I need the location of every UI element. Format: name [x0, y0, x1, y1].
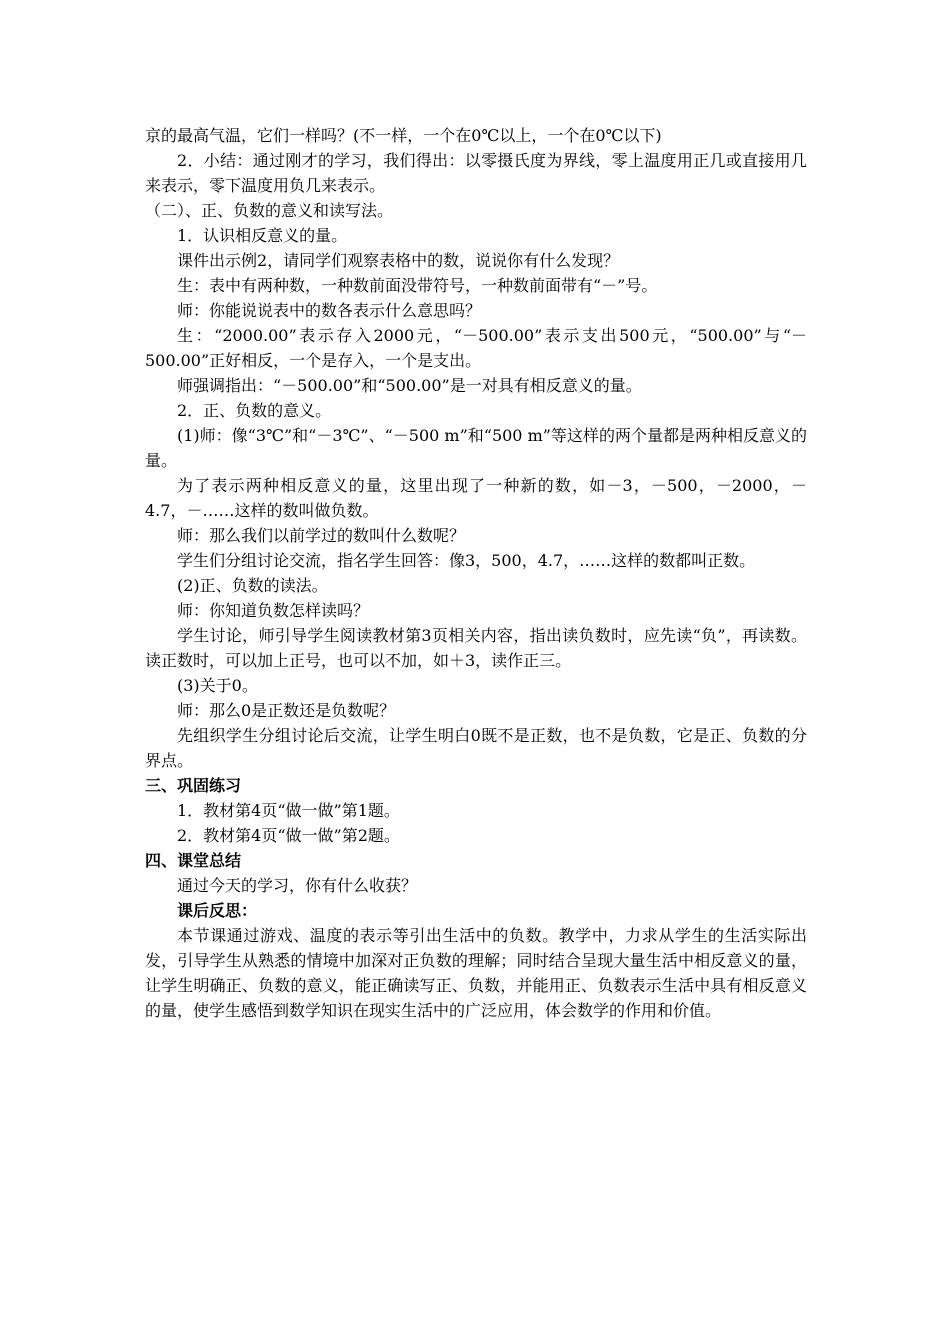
paragraph: (1)师：像“3℃”和“－3℃”、“－500 m”和“500 m”等这样的两个量都是两种相反意义的量。 [145, 426, 807, 470]
section-heading: 四、课堂总结 [145, 851, 242, 870]
paragraph: 2．正、负数的意义。 [177, 401, 332, 420]
paragraph: 生：“2000.00”表示存入2000元，“－500.00”表示支出500元，“500.00”与“－500.00”正好相反，一个是存入，一个是支出。 [145, 326, 807, 370]
paragraph: 为了表示两种相反意义的量，这里出现了一种新的数，如－3，－500，－2000，－4.7，－……这样的数叫做负数。 [145, 476, 807, 520]
paragraph: 2．小结：通过刚才的学习，我们得出：以零摄氏度为界线，零上温度用正几或直接用几来表示，零下温度用负几来表示。 [145, 151, 807, 195]
paragraph: 2．教材第4页“做一做”第2题。 [177, 826, 400, 845]
paragraph: (2)正、负数的读法。 [177, 576, 328, 595]
paragraph: 学生们分组讨论交流，指名学生回答：像3，500，4.7，……这样的数都叫正数。 [177, 551, 756, 570]
paragraph: 1．教材第4页“做一做”第1题。 [177, 801, 400, 820]
paragraph: 生：表中有两种数，一种数前面没带符号，一种数前面带有“－”号。 [177, 276, 658, 295]
paragraph: 先组织学生分组讨论后交流，让学生明白0既不是正数，也不是负数，它是正、负数的分界点。 [145, 726, 807, 770]
reflection-heading: 课后反思： [177, 901, 258, 920]
paragraph: 师：你知道负数怎样读吗？ [177, 601, 370, 620]
paragraph: 学生讨论，师引导学生阅读教材第3页相关内容，指出读负数时，应先读“负”，再读数。读正数时，可以加上正号，也可以不加，如＋3，读作正三。 [145, 626, 807, 670]
paragraph: (3)关于0。 [177, 676, 258, 695]
section-heading: （二）、正、负数的意义和读写法。 [145, 201, 394, 220]
paragraph: 通过今天的学习，你有什么收获？ [177, 876, 418, 895]
paragraph: 课件出示例2，请同学们观察表格中的数，说说你有什么发现？ [177, 251, 620, 270]
section-heading: 三、巩固练习 [145, 776, 242, 795]
paragraph: 京的最高气温，它们一样吗？(不一样，一个在0℃以上，一个在0℃以下) [145, 126, 662, 145]
paragraph: 1．认识相反意义的量。 [177, 226, 348, 245]
paragraph: 师：那么0是正数还是负数呢？ [177, 701, 396, 720]
paragraph: 本节课通过游戏、温度的表示等引出生活中的负数。教学中，力求从学生的生活实际出发，引导学生从熟悉的情境中加深对正负数的理解；同时结合呈现大量生活中相反意义的量，让学生明确正、负数的意义，能正确读写正、负数，并能用正、负数表示生活中具有相反意义的量，使学生感悟到数学知识在现实生活中的广泛应用，体会数学的作用和价值。 [145, 926, 807, 1020]
paragraph: 师：你能说说表中的数各表示什么意思吗？ [177, 301, 482, 320]
paragraph: 师：那么我们以前学过的数叫什么数呢？ [177, 526, 466, 545]
paragraph: 师强调指出：“－500.00”和“500.00”是一对具有相反意义的量。 [177, 376, 642, 395]
document-body [145, 123, 807, 1023]
